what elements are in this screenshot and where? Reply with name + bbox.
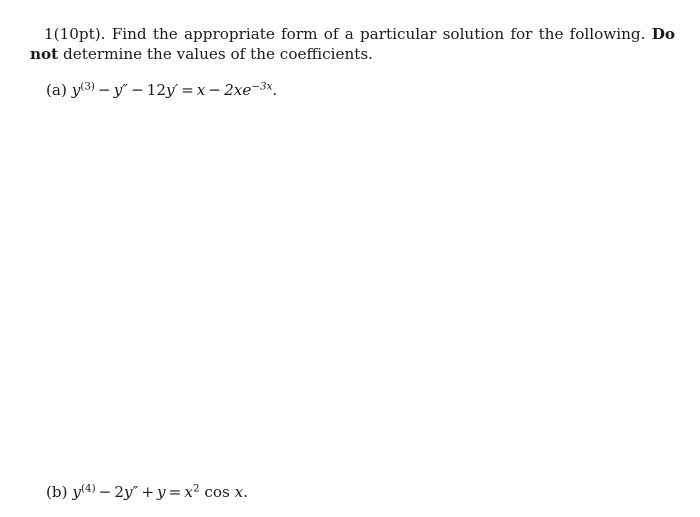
- part-b-equation: $y^{(4)} - 2y'' + y = x^2$ cos x.: [72, 482, 249, 501]
- problem-number: 1(10pt).: [44, 25, 106, 43]
- emphasis-text: Do not: [30, 25, 676, 63]
- problem-instruction-end: determine the values of the coefficients.: [63, 45, 373, 63]
- part-b-label: (b): [46, 483, 68, 501]
- part-a-equation: $y^{(3)} - y'' - 12y' = x - 2xe^{-3x}$.: [71, 80, 278, 99]
- part-b: [46, 482, 248, 502]
- problem-statement: [30, 24, 675, 64]
- part-a-label: (a): [46, 81, 67, 99]
- problem-instruction: Find the appropriate form of a particular solution for the following.: [111, 25, 646, 43]
- part-a: [46, 80, 277, 100]
